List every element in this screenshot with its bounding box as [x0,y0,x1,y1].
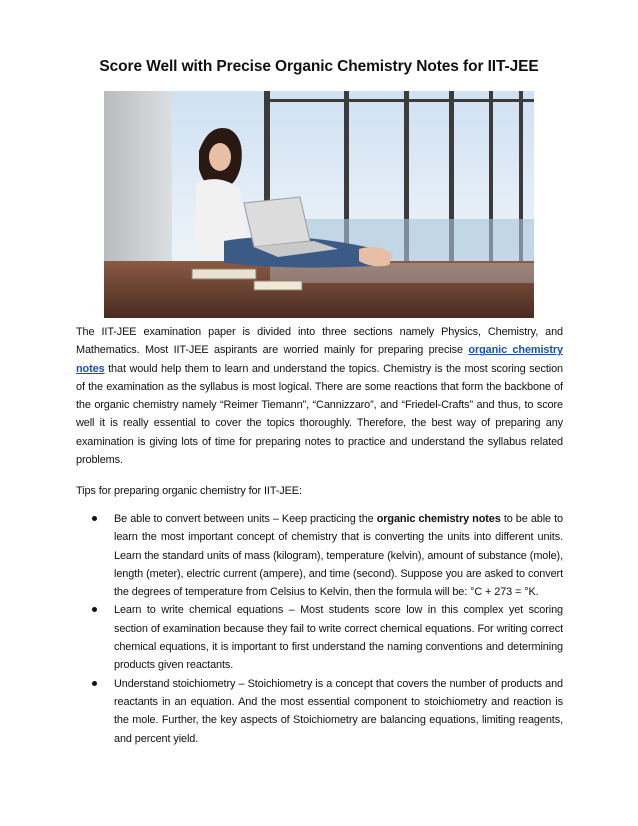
tip-item: Learn to write chemical equations – Most students score low in this complex yet scoring section of examination because they fail to write correct chemical equations. For writing correct chemical equations, it is important to first understand the naming conventions and determining products given reactants. [76,601,563,674]
intro-text-1: The IIT-JEE examination paper is divided into three sections namely Physics, Chemistry, and Mathematics. Most IIT-JEE aspirants are worried mainly for preparing precise [76,326,563,357]
hero-photo [104,91,534,318]
page-title: Score Well with Precise Organic Chemistry Notes for IIT-JEE [99,58,539,75]
intro-text-2: that would help them to learn and understand the topics. Chemistry is the most scoring section of the examination as the syllabus is most logical. There are some reactions that form the backbone of the organic chemistry namely “Reimer Tiemann”, “Cannizzaro”, and “Friedel-Crafts” and thus, to score well it is really essential to cover the topics thoroughly. Therefore, the best way of preparing any examination is giving lots of time for preparing notes to practice and understand the syllabus related problems. [76,362,563,467]
tip-item: Be able to convert between units – Keep practicing the organic chemistry notes to be able to learn the most important concept of chemistry that is converting the units into different units. Learn the standard units of mass (kilogram), temperature (kelvin), amount of substance (mole), length (meter), electric current (ampere), and time (second). Suppose you are asked to convert the degrees of temperature from Celsius to Kelvin, then the formula will be: °C + 273 = °K. [76,510,563,601]
bullet-icon [92,681,97,686]
bullet-icon [92,607,97,612]
intro-paragraph [76,323,563,469]
tip-item: Understand stoichiometry – Stoichiometry is a concept that covers the number of products and reactants in an equation. And the most essential component to stoichiometry and reaction is the mole. Further, the key aspects of Stoichiometry are balancing equations, limiting reagents, and percent yield. [76,675,563,748]
tips-list [76,510,563,748]
tip-bold-text: organic chemistry notes [376,513,501,525]
tips-heading: Tips for preparing organic chemistry for IIT-JEE: [76,485,302,497]
organic-chemistry-notes-link[interactable]: organic chemistry notes [76,344,563,375]
bullet-icon [92,516,97,521]
